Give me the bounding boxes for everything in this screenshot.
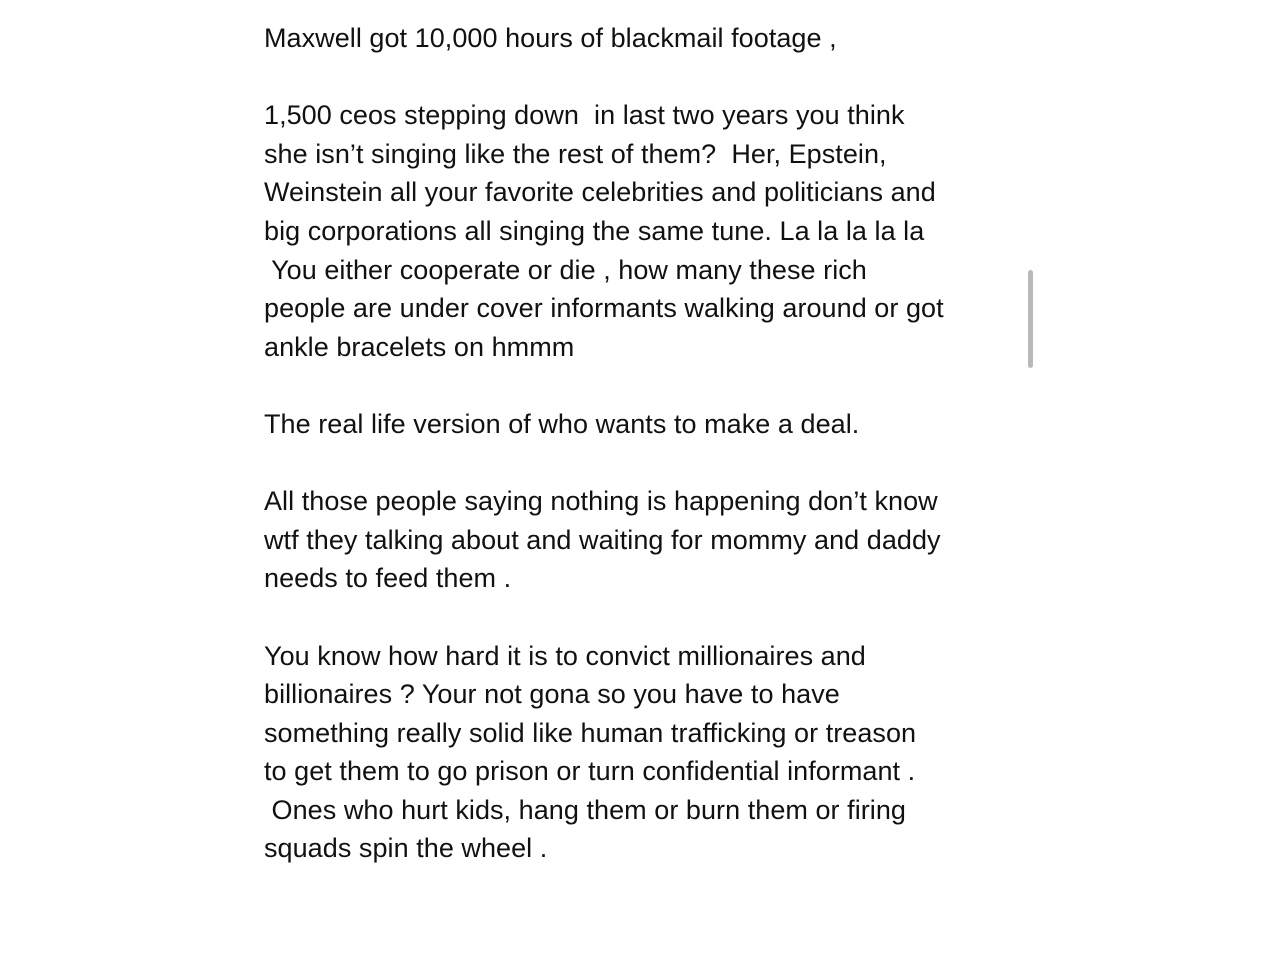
vertical-scrollbar[interactable]: [1028, 270, 1033, 368]
note-line: 1,500 ceos stepping down in last two years you think: [264, 100, 905, 131]
note-line: ankle bracelets on hmmm: [264, 331, 575, 362]
note-line: she isn’t singing like the rest of them? Her, Epstein,: [264, 138, 887, 169]
note-text-area[interactable]: [264, 19, 1034, 868]
note-line: something really solid like human trafficking or treason: [264, 717, 917, 748]
note-line: You either cooperate or die , how many these rich: [264, 254, 867, 285]
note-line-blank: [264, 58, 1034, 97]
note-line: squads spin the wheel .: [264, 833, 548, 864]
note-line: You know how hard it is to convict millionaires and: [264, 640, 866, 671]
note-line: Ones who hurt kids, hang them or burn them or firing: [264, 794, 906, 825]
note-line: needs to feed them .: [264, 563, 512, 594]
note-line: billionaires ? Your not gona so you have to have: [264, 679, 840, 710]
note-line: wtf they talking about and waiting for mommy and daddy: [264, 524, 941, 555]
note-line: All those people saying nothing is happening don’t know: [264, 486, 938, 517]
note-line: Maxwell got 10,000 hours of blackmail footage ,: [264, 23, 837, 53]
note-line-blank: [264, 444, 1034, 483]
note-line: Weinstein all your favorite celebrities and politicians and: [264, 177, 936, 208]
note-line: people are under cover informants walking around or got: [264, 293, 944, 324]
note-line-blank: [264, 366, 1034, 405]
note-line-blank: [264, 598, 1034, 637]
note-line: big corporations all singing the same tune. La la la la la: [264, 215, 925, 246]
note-line: to get them to go prison or turn confidential informant .: [264, 756, 916, 787]
note-line: The real life version of who wants to make a deal.: [264, 408, 860, 439]
